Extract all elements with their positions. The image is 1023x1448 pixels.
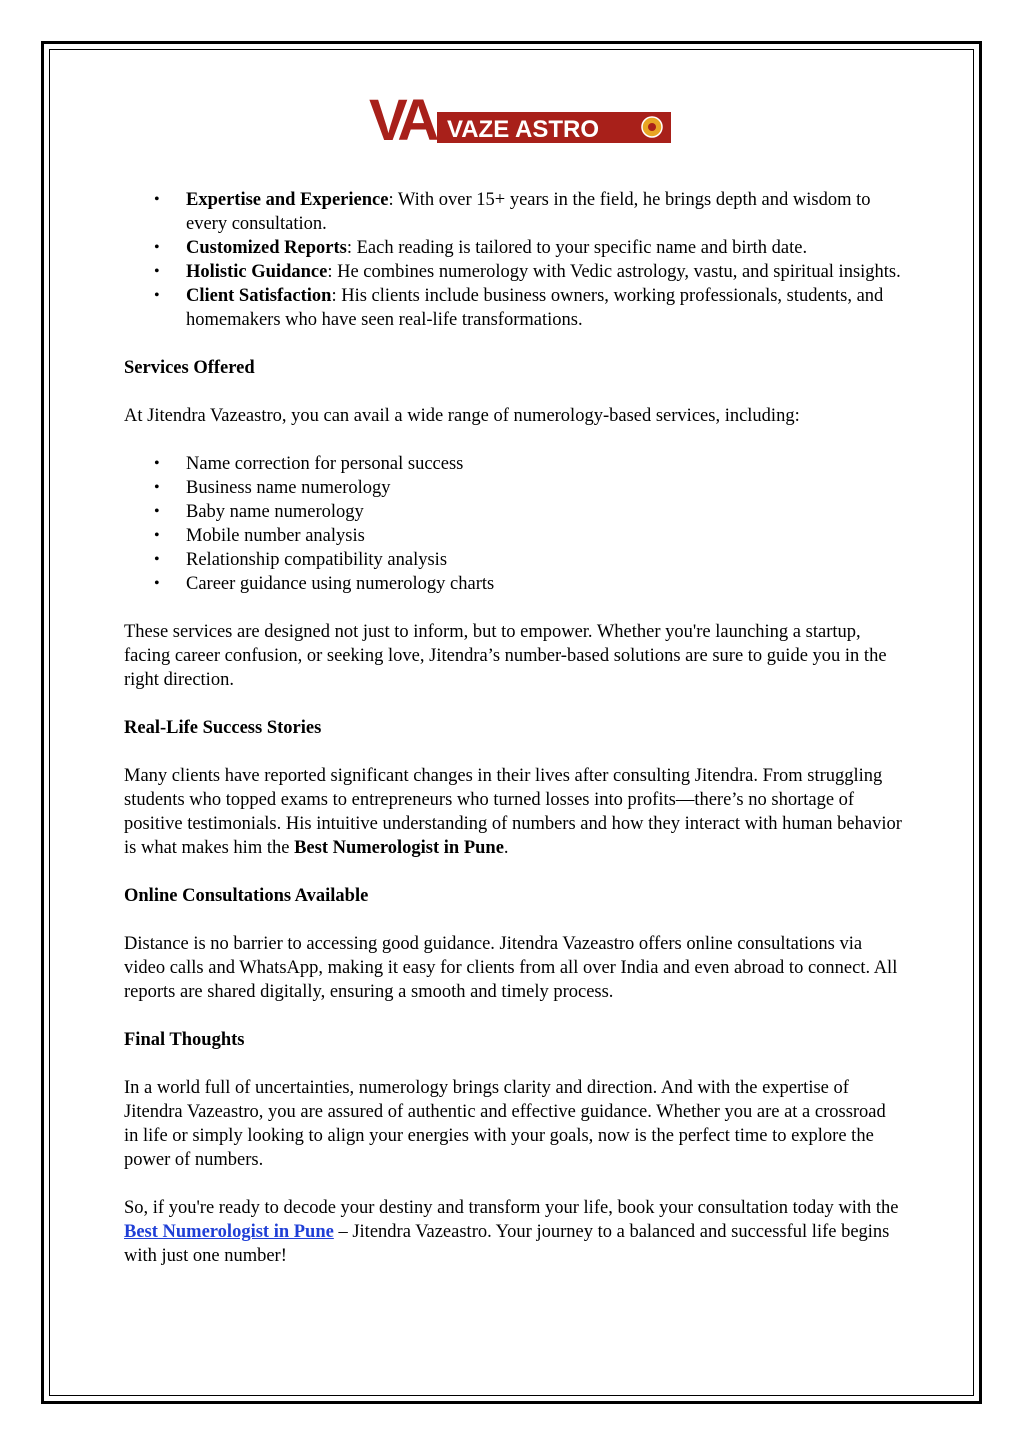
online-heading: Online Consultations Available [124,886,369,906]
services-list [124,452,904,596]
logo-name-text: VAZE ASTRO [447,116,600,143]
services-heading: Services Offered [124,358,255,378]
logo-mark-text: VA [369,92,434,144]
services-outro: These services are designed not just to inform, but to empower. Whether you're launching a startup, facing career confusion, or seeking love, Jitendra’s number-based solutions are sure to guide you in the right direction. [124,622,887,690]
services-intro: At Jitendra Vazeastro, you can avail a wide range of numerology-based services, including: [124,406,800,426]
service-item: • Business name numerology [124,476,904,500]
final-heading: Final Thoughts [124,1030,245,1050]
service-item: • Career guidance using numerology charts [124,572,904,596]
document-body [124,188,904,1268]
feature-item: • Customized Reports: Each reading is tailored to your specific name and birth date. [124,236,904,260]
service-item: • Mobile number analysis [124,524,904,548]
closing-paragraph: So, if you're ready to decode your destiny and transform your life, book your consultation today with the Best Numerologist in Pune – Jitendra Vazeastro. Your journey to a balanced and successful life begins with just one number! [124,1198,899,1266]
features-list [124,188,904,332]
feature-item: • Expertise and Experience: With over 15+ years in the field, he brings depth and wisdom to every consultation. [124,188,904,236]
online-paragraph: Distance is no barrier to accessing good guidance. Jitendra Vazeastro offers online consultations via video calls and WhatsApp, making it easy for clients from all over India and even abroad to connect. All reports are shared digitally, ensuring a smooth and timely process. [124,934,898,1002]
feature-item: • Holistic Guidance: He combines numerology with Vedic astrology, vastu, and spiritual insights. [124,260,904,284]
feature-item: • Client Satisfaction: His clients include business owners, working professionals, students, and homemakers who have seen real-life transformations. [124,284,904,332]
vaze-astro-logo [369,92,671,144]
final-paragraph: In a world full of uncertainties, numerology brings clarity and direction. And with the expertise of Jitendra Vazeastro, you are assured of authentic and effective guidance. Whether you are at a crossroad in life or simply looking to align your energies with your goals, now is the perfect time to explore the power of numbers. [124,1078,886,1170]
service-item: • Baby name numerology [124,500,904,524]
best-numerologist-link[interactable]: Best Numerologist in Pune [124,1222,334,1242]
service-item: • Relationship compatibility analysis [124,548,904,572]
service-item: • Name correction for personal success [124,452,904,476]
stories-heading: Real-Life Success Stories [124,718,322,738]
stories-paragraph: Many clients have reported significant changes in their lives after consulting Jitendra. From struggling students who topped exams to entrepreneurs who turned losses into profits—there’s no shortage of positive testimonials. His intuitive understanding of numbers and how they interact with human behavior is what makes him the Best Numerologist in Pune. [124,766,902,858]
